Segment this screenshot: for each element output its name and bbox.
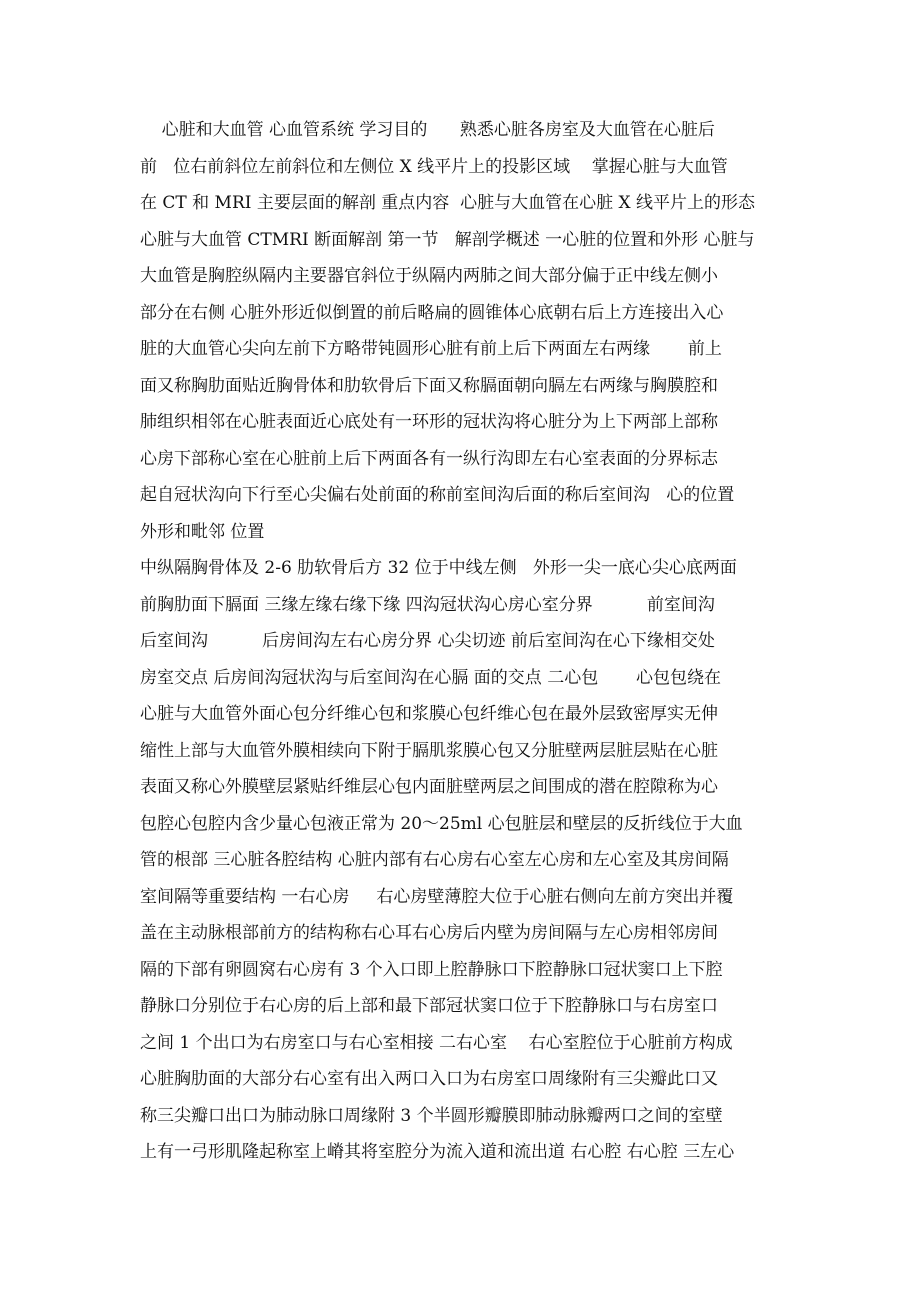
text-line: 肺组织相邻在心脏表面近心底处有一环形的冠状沟将心脏分为上下两部上部称 [140, 412, 718, 432]
text-line: 静脉口分别位于右心房的后上部和最下部冠状窦口位于下腔静脉口与右房室口 [140, 996, 718, 1016]
text-line: 中纵隔胸骨体及 2-6 肋软骨后方 32 位于中线左侧 外形一尖一底心尖心底两面 [140, 558, 737, 578]
text-line: 缩性上部与大血管外膜相续向下附于膈肌浆膜心包又分脏壁两层脏层贴在心脏 [140, 740, 718, 761]
text-line: 盖在主动脉根部前方的结构称右心耳右心房后内壁为房间隔与左心房相邻房间 [140, 923, 718, 943]
text-line: 之间 1 个出口为右房室口与右心室相接 二右心室 右心室腔位于心脏前方构成 [140, 1032, 733, 1053]
text-line: 室间隔等重要结构 一右心房 右心房壁薄腔大位于心脏右侧向左前方突出并覆 [140, 886, 734, 907]
text-line: 表面又称心外膜壁层紧贴纤维层心包内面脏壁两层之间围成的潜在腔隙称为心 [140, 777, 718, 797]
text-line: 面又称胸肋面贴近胸骨体和肋软骨后下面又称膈面朝向膈左右两缘与胸膜腔和 [140, 375, 718, 396]
text-line: 大血管是胸腔纵隔内主要器官斜位于纵隔内两肺之间大部分偏于正中线左侧小 [140, 266, 718, 286]
document-body [140, 112, 790, 1171]
text-line: 后室间沟 后房间沟左右心房分界 心尖切迹 前后室间沟在心下缘相交处 [140, 631, 715, 651]
text-line: 心脏胸肋面的大部分右心室有出入两口入口为右房室口周缘附有三尖瓣此口又 [140, 1069, 718, 1089]
text-line: 外形和毗邻 位置 [140, 521, 265, 542]
text-line: 隔的下部有卵圆窝右心房有 3 个入口即上腔静脉口下腔静脉口冠状窦口上下腔 [140, 959, 723, 980]
text-line: 起自冠状沟向下行至心尖偏右处前面的称前室间沟后面的称后室间沟 心的位置 [140, 485, 735, 505]
text-line: 部分在右侧 心脏外形近似倒置的前后略扁的圆锥体心底朝右后上方连接出入心 [140, 302, 724, 323]
text-line: 管的根部 三心脏各腔结构 心脏内部有右心房右心室左心房和左心室及其房间隔 [140, 850, 729, 870]
text-line: 称三尖瓣口出口为肺动脉口周缘附 3 个半圆形瓣膜即肺动脉瓣两口之间的室壁 [140, 1105, 723, 1126]
text-line: 脏的大血管心尖向左前下方略带钝圆形心脏有前上后下两面左右两缘 前上 [140, 339, 722, 359]
text-line: 前 位右前斜位左前斜位和左侧位 X 线平片上的投影区域 掌握心脏与大血管 [140, 156, 728, 177]
text-line: 心房下部称心室在心脏前上后下两面各有一纵行沟即左右心室表面的分界标志 [140, 448, 718, 469]
text-line: 房室交点 后房间沟冠状沟与后室间沟在心膈 面的交点 二心包 心包包绕在 [140, 667, 722, 688]
text-line: 心脏与大血管外面心包分纤维心包和浆膜心包纤维心包在最外层致密厚实无伸 [140, 704, 718, 724]
text-line: 上有一弓形肌隆起称室上嵴其将室腔分为流入道和流出道 右心腔 右心腔 三左心 [140, 1142, 735, 1162]
text-line: 包腔心包腔内含少量心包液正常为 20～25ml 心包脏层和壁层的反折线位于大血 [140, 813, 743, 834]
text-line: 心脏与大血管 CTMRI 断面解剖 第一节 解剖学概述 一心脏的位置和外形 心脏与 [140, 229, 755, 250]
text-line: 前胸肋面下膈面 三缘左缘右缘下缘 四沟冠状沟心房心室分界 前室间沟 [140, 594, 715, 615]
text-line: 心脏和大血管 心血管系统 学习目的 熟悉心脏各房室及大血管在心脏后 [140, 120, 715, 140]
text-line: 在 CT 和 MRI 主要层面的解剖 重点内容 心脏与大血管在心脏 X 线平片上的形态 [140, 193, 756, 213]
